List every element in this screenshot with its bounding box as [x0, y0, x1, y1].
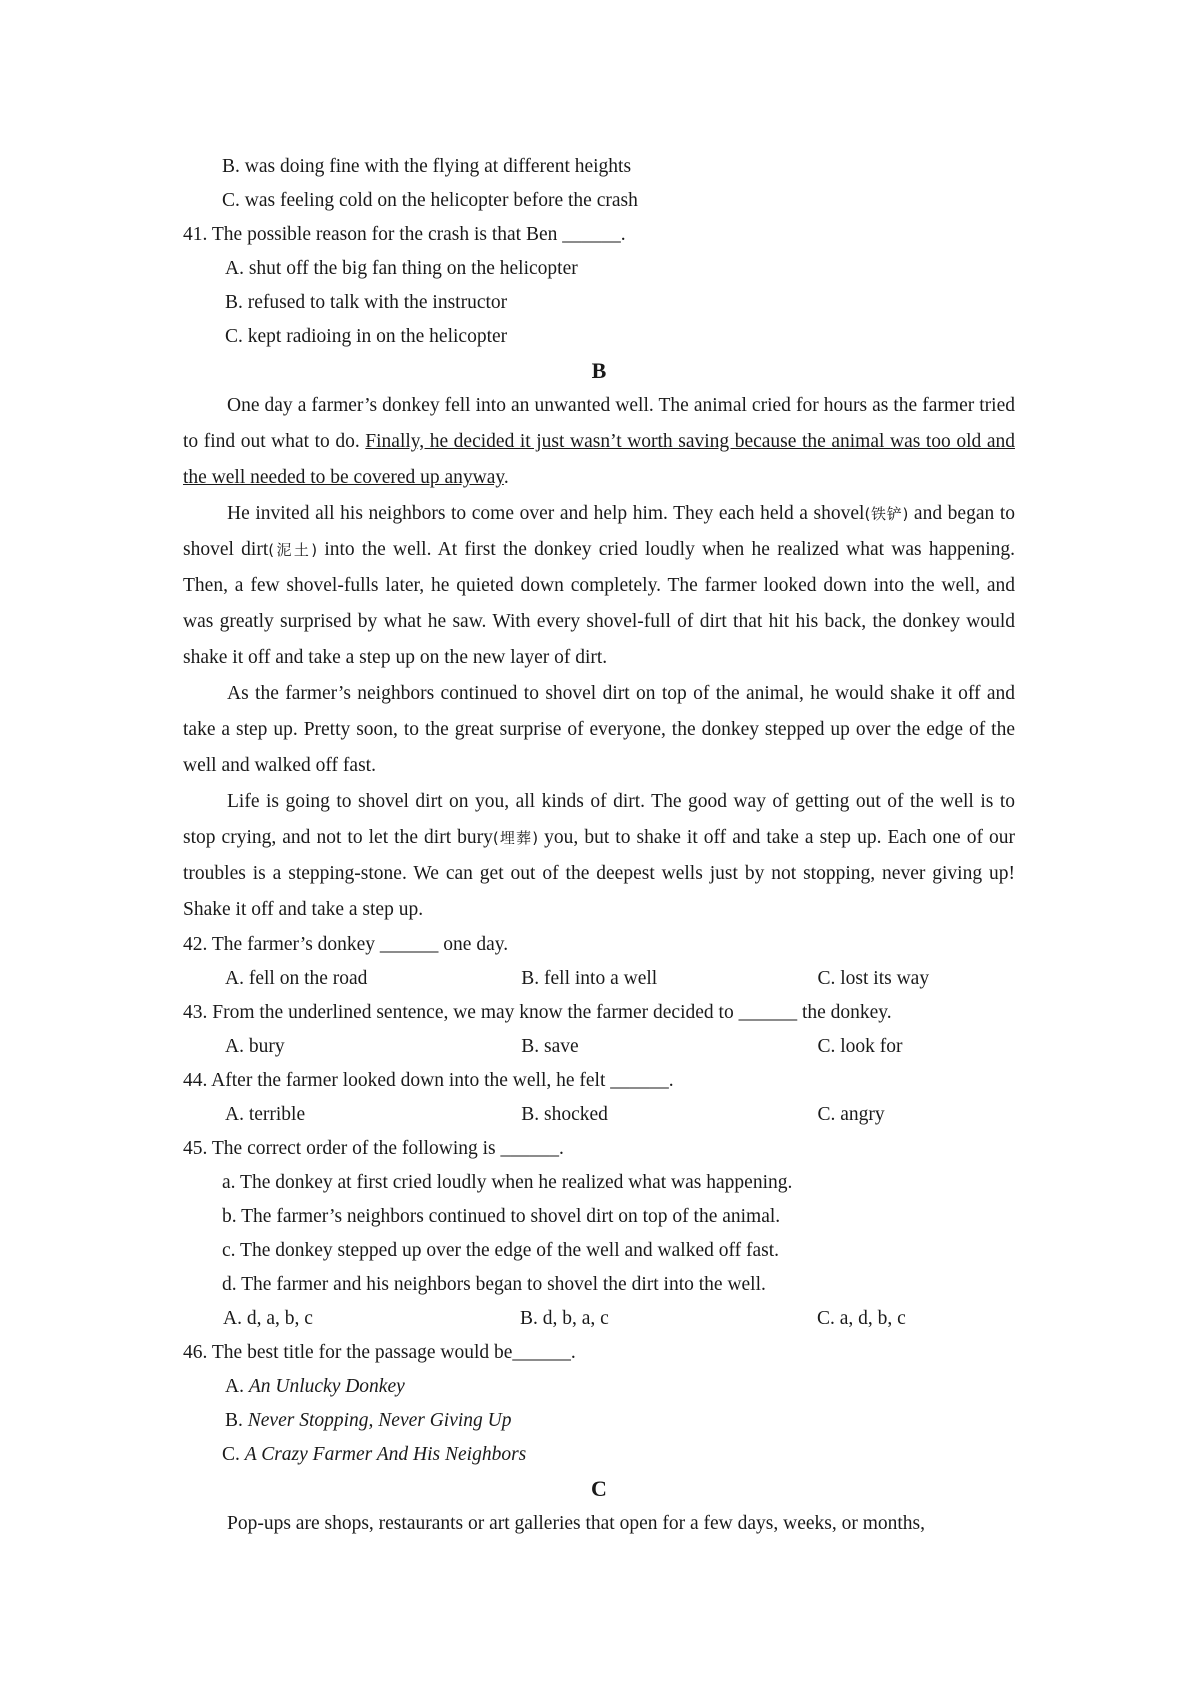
- q42-options: [183, 962, 1015, 996]
- paragraph-text: He invited all his neighbors to come over and help him. They each held a shovel: [227, 503, 865, 524]
- q46-option-a: [183, 1370, 1015, 1404]
- q41-option-c: C. kept radioing in on the helicopter: [225, 326, 508, 347]
- paragraph-text: you, but to shake it off and take a step up. Each one of our troubles is a stepping-stone. We can get out of the deepest wells just by not stopping, never giving up! Shake it off and take a step up.: [183, 827, 1015, 920]
- q45-options: [183, 1302, 1015, 1336]
- q45-stem: 45. The correct order of the following is ______.: [183, 1138, 564, 1159]
- paragraph-text: .: [503, 467, 509, 488]
- passage-b-paragraph-1: [183, 388, 1015, 496]
- q45-statement-a: a. The donkey at first cried loudly when he realized what was happening.: [222, 1172, 793, 1193]
- option-label: A.: [225, 1376, 249, 1397]
- q45-statement-c: c. The donkey stepped up over the edge of the well and walked off fast.: [222, 1240, 780, 1261]
- q46-stem: 46. The best title for the passage would be______.: [183, 1342, 576, 1363]
- q41-option-a: A. shut off the big fan thing on the helicopter: [225, 258, 578, 279]
- q41-option-b: B. refused to talk with the instructor: [225, 292, 508, 313]
- section-b-heading: B: [591, 358, 607, 383]
- option-title: Never Stopping, Never Giving Up: [247, 1410, 512, 1431]
- underlined-sentence: Finally, he decided it just wasn’t worth saving because the animal was too old and the well needed to be covered up anyway: [183, 431, 1015, 488]
- q45-option-a: A. d, a, b, c: [223, 1308, 313, 1329]
- q44-option-a: A. terrible: [225, 1104, 306, 1125]
- q40-option-c: C. was feeling cold on the helicopter before the crash: [222, 190, 638, 211]
- paragraph-text: Life is going to shovel dirt on you, all kinds of dirt. The good way of getting out of the well is to stop crying, and not to let the dirt bury: [183, 791, 1015, 848]
- q45-statement-d: d. The farmer and his neighbors began to shovel the dirt into the well.: [222, 1274, 766, 1295]
- gloss-shovel: (铁铲): [864, 505, 909, 523]
- q42-stem: 42. The farmer’s donkey ______ one day.: [183, 934, 509, 955]
- gloss-dirt: (泥土): [268, 541, 318, 559]
- q46-option-c: [183, 1438, 1015, 1472]
- q44-stem: 44. After the farmer looked down into the well, he felt ______.: [183, 1070, 674, 1091]
- q43-stem: 43. From the underlined sentence, we may know the farmer decided to ______ the donkey.: [183, 1002, 892, 1023]
- passage-b-paragraph-4: [183, 784, 1015, 928]
- gloss-bury: (埋葬): [492, 829, 539, 847]
- q45-statement-b: b. The farmer’s neighbors continued to shovel dirt on top of the animal.: [222, 1206, 781, 1227]
- q44-options: [183, 1098, 1015, 1132]
- option-title: A Crazy Farmer And His Neighbors: [244, 1444, 527, 1465]
- q44-option-b: B. shocked: [521, 1104, 608, 1125]
- option-label: C.: [222, 1444, 245, 1465]
- paragraph-text: and began to shovel dirt: [183, 503, 1015, 560]
- q41-stem: 41. The possible reason for the crash is that Ben ______.: [183, 224, 626, 245]
- paragraph-text: One day a farmer’s donkey fell into an unwanted well. The animal cried for hours as the farmer tried to find out what to do.: [183, 395, 1015, 452]
- option-label: B.: [225, 1410, 248, 1431]
- exam-page: [183, 150, 1015, 1542]
- q42-option-b: B. fell into a well: [521, 968, 658, 989]
- q43-option-c: C. look for: [817, 1036, 903, 1057]
- q42-option-a: A. fell on the road: [225, 968, 368, 989]
- section-c-heading: C: [591, 1476, 607, 1501]
- paragraph-text: into the well. At first the donkey cried loudly when he realized what was happening. Then, a few shovel-fulls later, he quieted down completely. The farmer looked down into the well, and was greatly surprised by what he saw. With every shovel-full of dirt that hit his back, the donkey would shake it off and take a step up on the new layer of dirt.: [183, 539, 1015, 668]
- q43-option-b: B. save: [521, 1036, 579, 1057]
- q42-option-c: C. lost its way: [817, 968, 930, 989]
- q45-option-b: B. d, b, a, c: [520, 1308, 609, 1329]
- q45-option-c: C. a, d, b, c: [817, 1308, 906, 1329]
- q44-option-c: C. angry: [817, 1104, 885, 1125]
- q46-option-b: [183, 1404, 1015, 1438]
- passage-b-paragraph-2: [183, 496, 1015, 676]
- passage-b-paragraph-3: As the farmer’s neighbors continued to shovel dirt on top of the animal, he would shake it off and take a step up. Pretty soon, to the great surprise of everyone, the donkey stepped up over the edge of the well and walked off fast.: [183, 683, 1015, 776]
- q43-options: [183, 1030, 1015, 1064]
- q40-option-b: B. was doing fine with the flying at different heights: [222, 156, 632, 177]
- q43-option-a: A. bury: [225, 1036, 285, 1057]
- passage-c-paragraph-1: Pop-ups are shops, restaurants or art galleries that open for a few days, weeks, or months,: [227, 1513, 926, 1534]
- option-title: An Unlucky Donkey: [248, 1376, 405, 1397]
